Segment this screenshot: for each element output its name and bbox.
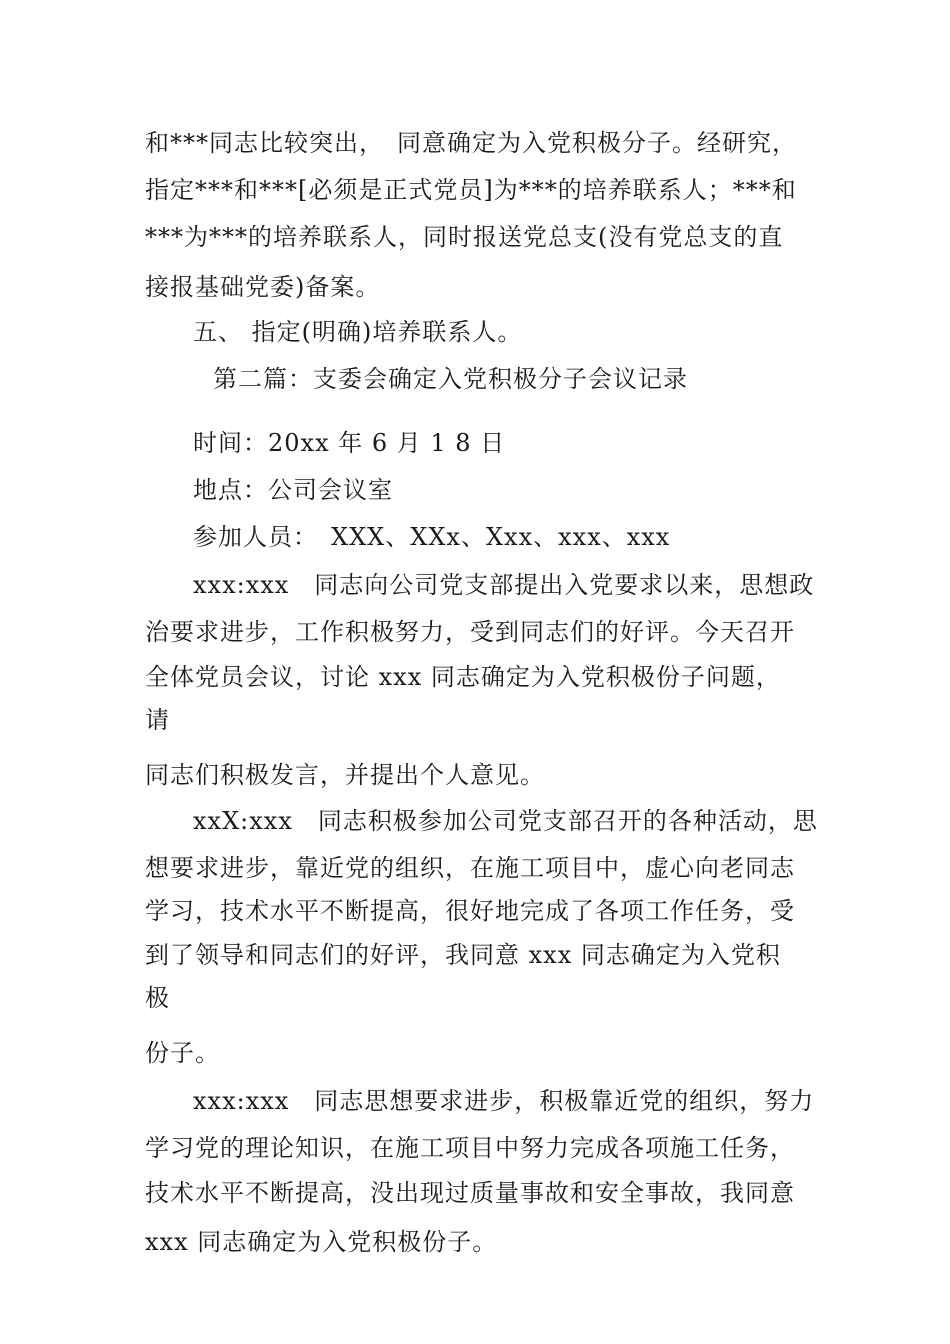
text-line: 学习，技术水平不断提高，很好地完成了各项工作任务，受: [145, 897, 795, 925]
text-line: 学习党的理论知识，在施工项目中努力完成各项施工任务，: [145, 1134, 795, 1162]
meeting-attendees: 参加人员： XXX、XXx、Xxx、xxx、xxx: [193, 523, 671, 551]
text-line: 指定***和***[必须是正式党员]为***的培养联系人；***和: [145, 176, 797, 204]
text-line: 请: [145, 706, 170, 734]
text-line: 全体党员会议，讨论 xxx 同志确定为入党积极份子问题，: [145, 663, 781, 691]
text-line: 同志们积极发言，并提出个人意见。: [145, 761, 545, 789]
text-line: xxX:xxx 同志积极参加公司党支部召开的各种活动，思: [193, 807, 818, 835]
text-line: 治要求进步，工作积极努力，受到同志们的好评。今天召开: [145, 618, 795, 646]
text-line: xxx:xxx 同志向公司党支部提出入党要求以来，思想政: [193, 571, 815, 599]
text-line: 份子。: [145, 1039, 220, 1067]
text-line: 想要求进步，靠近党的组织，在施工项目中，虚心向老同志: [145, 854, 795, 882]
text-line: 极: [145, 984, 170, 1012]
text-line: xxx:xxx 同志思想要求进步，积极靠近党的组织，努力: [193, 1087, 815, 1115]
meeting-location: 地点：公司会议室: [193, 476, 393, 504]
text-line: 到了领导和同志们的好评，我同意 xxx 同志确定为入党积: [145, 941, 781, 969]
text-line: 接报基础党委)备案。: [145, 273, 381, 301]
text-line: xxx 同志确定为入党积极份子。: [145, 1228, 498, 1256]
article-title: 第二篇：支委会确定入党积极分子会议记录: [213, 365, 688, 393]
text-line: 技术水平不断提高，没出现过质量事故和安全事故，我同意: [145, 1179, 795, 1207]
text-line: 和***同志比较突出， 同意确定为入党积极分子。经研究，: [145, 129, 797, 157]
section-heading: 五、 指定(明确)培养联系人。: [193, 318, 523, 346]
meeting-time: 时间：20xx 年 6 月 1 8 日: [193, 429, 506, 457]
text-line: ***为***的培养联系人，同时报送党总支(没有党总支的直: [145, 223, 784, 251]
